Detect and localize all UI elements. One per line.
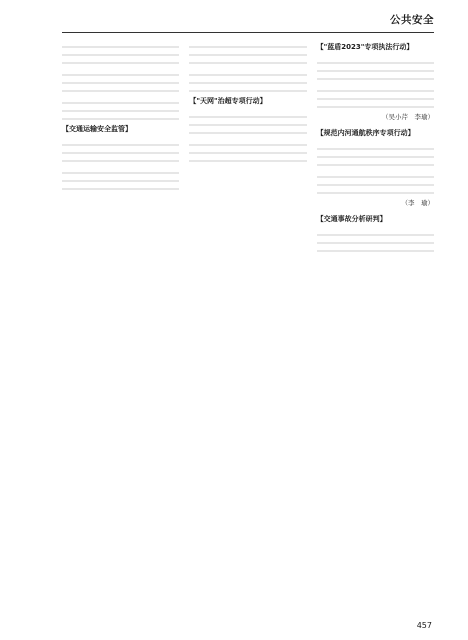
section-title: 公共安全	[390, 14, 434, 26]
paragraph	[317, 170, 434, 194]
paragraph	[317, 228, 434, 252]
page-number: 457	[416, 621, 432, 630]
paragraph	[317, 56, 434, 80]
paragraph	[189, 68, 306, 92]
paragraph	[62, 166, 179, 190]
paragraph	[62, 68, 179, 92]
paragraph	[62, 96, 179, 120]
paragraph	[189, 110, 306, 134]
column-right	[317, 40, 434, 610]
section-heading: 【交通运输安全监管】	[62, 125, 132, 133]
article-columns	[62, 40, 434, 610]
paragraph	[189, 40, 306, 64]
section-heading: 【"蓝盾2023"专项执法行动】	[316, 43, 414, 51]
paragraph	[317, 84, 434, 108]
column-left	[62, 40, 179, 610]
column-middle	[189, 40, 306, 610]
section-heading: 【交通事故分析研判】	[316, 214, 387, 223]
section-heading: 【"天网"治超专项行动】	[189, 97, 267, 105]
paragraph	[62, 138, 179, 162]
section-heading: 【规范内河通航秩序专项行动】	[316, 128, 415, 137]
paragraph	[317, 142, 434, 166]
byline: （李 瑜）	[401, 198, 434, 207]
page-header	[62, 10, 434, 33]
byline: （吴小芹 李瑜）	[382, 112, 434, 121]
paragraph	[189, 138, 306, 162]
paragraph	[62, 40, 179, 64]
